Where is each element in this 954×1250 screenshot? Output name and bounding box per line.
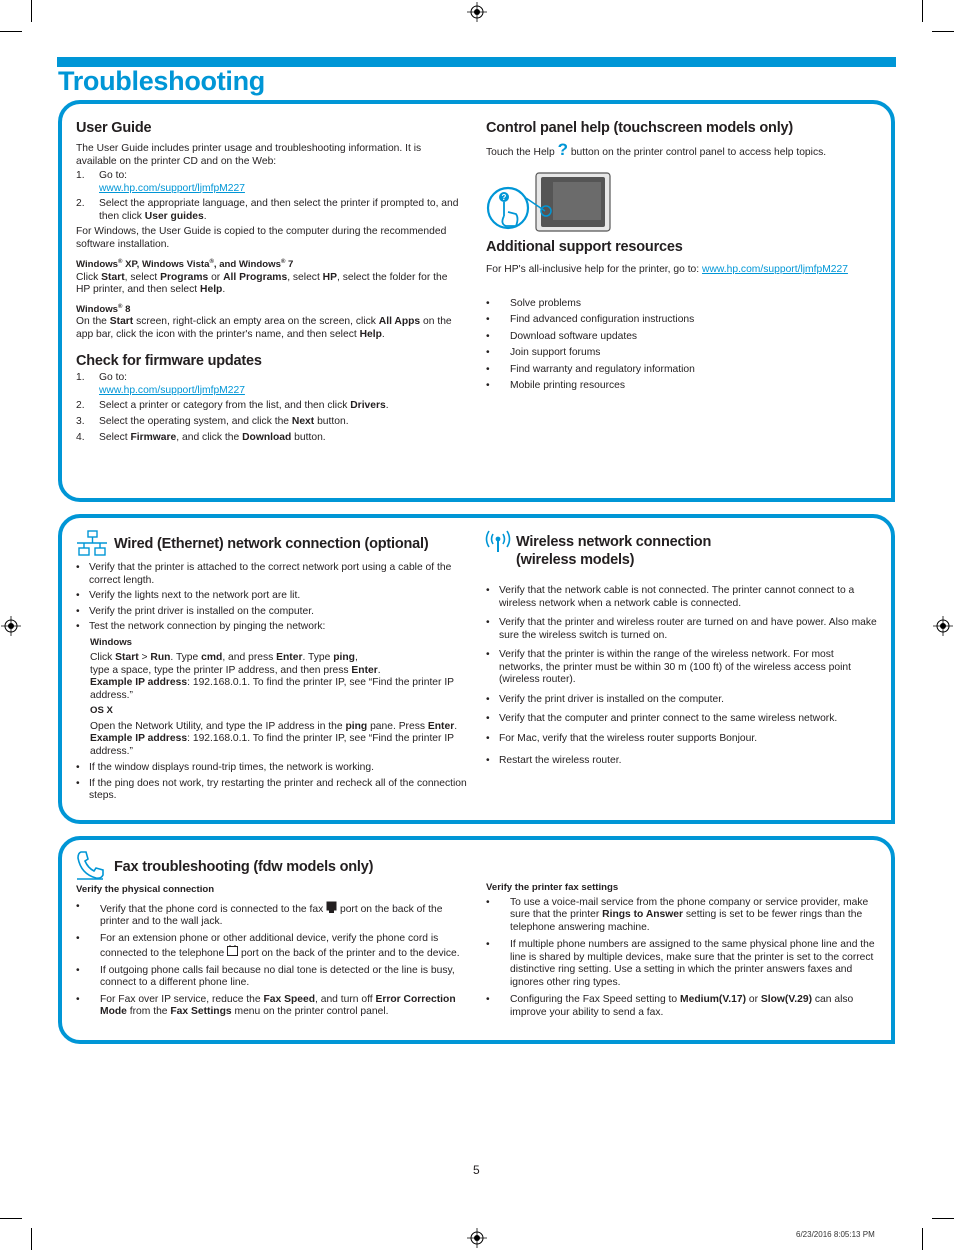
svg-text:?: ? xyxy=(501,193,507,202)
list-item xyxy=(76,400,464,413)
user-guide-intro: The User Guide includes printer usage and troubleshooting information. It is available on the printer CD and on the Web: xyxy=(76,143,422,167)
registered-mark: ® xyxy=(118,303,123,310)
step-text: , and click the xyxy=(176,432,243,443)
text: Enter xyxy=(276,652,303,663)
trim-mark xyxy=(0,31,22,32)
bullet: • xyxy=(486,380,490,391)
item-text: Verify that the network cable is not connected. The printer cannot connect to a wireless network when a network cable is connected. xyxy=(499,585,855,609)
fax-settings-section xyxy=(486,882,878,1019)
list-item xyxy=(76,606,468,619)
text: Click xyxy=(90,652,116,663)
bullet: • xyxy=(486,649,490,660)
step-text: Go to: xyxy=(99,170,128,181)
user-guide-heading: User Guide xyxy=(76,120,152,136)
bullet: • xyxy=(76,932,80,944)
list-item xyxy=(486,897,878,935)
list-item xyxy=(486,314,881,327)
list-item xyxy=(486,694,878,707)
list-item xyxy=(486,755,878,768)
text: Enter xyxy=(351,664,378,676)
text: Programs xyxy=(160,271,209,283)
text: ping xyxy=(345,720,368,732)
windows-note: For Windows, the User Guide is copied to the computer during the recommended software installation. xyxy=(76,226,447,250)
trim-mark xyxy=(922,1228,923,1250)
item-text: Find warranty and regulatory information xyxy=(510,363,695,375)
step-text: Next xyxy=(291,415,315,427)
bullet: • xyxy=(76,621,80,632)
heading-text: 8 xyxy=(122,303,131,315)
item-text: Solve problems xyxy=(510,297,581,309)
trim-mark xyxy=(31,1228,32,1250)
text: Open the Network Utility, and type the IP address in the xyxy=(90,720,346,732)
support-heading: Additional support resources xyxy=(486,239,683,255)
list-item xyxy=(486,364,881,377)
trim-mark xyxy=(922,0,923,22)
item-text: If the window displays round-trip times, the network is working. xyxy=(89,762,374,773)
list-item xyxy=(76,562,468,587)
page-title: Troubleshooting xyxy=(58,66,265,96)
control-panel-text xyxy=(486,140,881,160)
osx-subheading: OS X xyxy=(90,705,113,716)
trim-mark xyxy=(31,0,32,22)
step-text: Select the appropriate language, and then select the printer if prompted to, and then click xyxy=(99,198,459,222)
heading-text: Windows xyxy=(76,303,119,315)
item-text: If multiple phone numbers are assigned to the same physical phone line and the line is shared by multiple devices, make sure that the printer is set to the correct distinctive ring setting. Use a setting in which the printer answers faxes and ignores other ring types. xyxy=(510,939,875,988)
registration-mark-icon xyxy=(467,2,487,22)
step-text: . xyxy=(203,210,207,222)
text: cmd xyxy=(201,652,223,663)
item-text: Fax Speed xyxy=(263,993,315,1005)
bullet: • xyxy=(76,993,80,1005)
text: . Type xyxy=(302,652,334,663)
text: . Type xyxy=(170,652,202,663)
list-item xyxy=(486,347,881,360)
heading-text: 7 xyxy=(285,259,294,270)
bullet: • xyxy=(76,964,80,976)
step-number: 2. xyxy=(76,198,85,209)
item-text: Error Correction Mode xyxy=(100,993,456,1017)
item-text: Find advanced configuration instructions xyxy=(510,314,695,325)
item-text: If the ping does not work, try restarting the printer and recheck all of the connection steps. xyxy=(89,777,467,801)
firmware-heading: Check for firmware updates xyxy=(76,353,262,369)
control-panel-illustration-icon xyxy=(486,172,612,234)
fax-heading-wrap xyxy=(114,858,474,876)
text: button on the printer control panel to access help topics. xyxy=(567,147,827,158)
item-text: For an extension phone or other additional device, verify the phone cord is connected to the telephone xyxy=(100,932,439,959)
bullet: • xyxy=(486,732,490,744)
list-item xyxy=(76,778,468,803)
bullet: • xyxy=(486,713,490,724)
bullet: • xyxy=(76,562,80,573)
text: Run xyxy=(150,652,171,663)
step-text: . xyxy=(385,400,389,411)
text: Help xyxy=(359,328,382,340)
step-text: button. xyxy=(291,432,326,443)
text: Start xyxy=(101,271,125,283)
fax-settings-heading: Verify the printer fax settings xyxy=(486,882,619,893)
text: Example IP address xyxy=(90,733,188,744)
text: . xyxy=(222,284,226,295)
step-number: 1. xyxy=(76,170,85,181)
step-text: Go to: xyxy=(99,372,128,383)
item-text: Verify that the printer is attached to the correct network port using a cable of the correct length. xyxy=(89,562,452,586)
wireless-heading-wrap xyxy=(516,533,876,569)
text: or xyxy=(208,271,224,283)
list-item xyxy=(76,901,468,929)
text: pane. Press xyxy=(367,720,428,732)
item-text: Fax Settings xyxy=(170,1006,232,1017)
step-text: Drivers xyxy=(350,400,386,411)
text: On the xyxy=(76,316,110,327)
windows-ping-text xyxy=(90,652,468,702)
item-text: Verify that the phone cord is connected to the fax xyxy=(100,903,327,915)
item-text: Mobile printing resources xyxy=(510,380,626,391)
control-panel-section xyxy=(486,119,881,160)
bullet: • xyxy=(486,994,490,1005)
trim-mark xyxy=(0,1218,22,1219)
item-text: Verify that the printer and wireless router are turned on and have power. Also make sure the wireless switch is turned on. xyxy=(499,617,877,641)
wireless-icon xyxy=(484,530,512,554)
list-item xyxy=(76,994,468,1019)
step-text: Firmware xyxy=(130,432,177,443)
text: Start xyxy=(115,652,139,663)
fax-heading: Fax troubleshooting (fdw models only) xyxy=(114,859,374,875)
fax-physical-section xyxy=(76,884,468,1019)
list-item xyxy=(76,170,464,195)
list-item xyxy=(76,933,468,961)
text: , and press xyxy=(222,652,277,663)
text: , select xyxy=(124,271,161,283)
item-text: menu on the printer control panel. xyxy=(231,1006,389,1017)
bullet: • xyxy=(486,347,490,358)
list-item xyxy=(76,621,468,634)
text: Example IP address xyxy=(90,677,188,688)
item-text: Verify the print driver is installed on the computer. xyxy=(499,693,724,705)
page-number: 5 xyxy=(473,1163,480,1177)
firmware-section xyxy=(76,352,464,445)
text: . xyxy=(381,328,385,340)
text: Enter xyxy=(427,720,455,732)
step-text: Select a printer or category from the list, and then click xyxy=(99,400,351,411)
step-text: Select xyxy=(99,432,131,443)
bullet: • xyxy=(76,777,80,789)
fax-physical-heading: Verify the physical connection xyxy=(76,884,215,895)
item-text: setting is set to be fewer rings than the telephone answering machine. xyxy=(510,909,863,933)
item-text: Verify the lights next to the network port are lit. xyxy=(89,590,301,601)
bullet: • xyxy=(76,590,80,601)
registered-mark: ® xyxy=(280,258,286,265)
print-timestamp: 6/23/2016 8:05:13 PM xyxy=(796,1230,875,1239)
wired-heading-wrap xyxy=(114,535,474,553)
registered-mark: ® xyxy=(209,258,214,265)
heading-line: Wireless network connection xyxy=(516,534,712,550)
list-item xyxy=(486,585,878,610)
fax-phone-icon xyxy=(76,850,104,880)
text: > xyxy=(138,652,151,663)
list-item xyxy=(76,432,464,445)
text: : 192.168.0.1. To find the printer IP, see “Find the printer IP address.” xyxy=(90,733,454,757)
item-text: or xyxy=(746,994,761,1005)
win8-text xyxy=(76,316,464,341)
item-text: Restart the wireless router. xyxy=(499,755,622,766)
list-item xyxy=(76,590,468,603)
step-text: Download xyxy=(242,432,292,443)
list-item xyxy=(486,298,881,311)
bullet: • xyxy=(76,605,80,617)
text: For HP's all-inclusive help for the printer, go to: xyxy=(486,264,703,275)
ping-instructions xyxy=(76,637,468,759)
support-section xyxy=(486,238,881,393)
item-text: Slow(V.29) xyxy=(760,994,813,1005)
item-text: To use a voice-mail service from the phone company or service provider, make sure that the printer xyxy=(510,896,869,920)
support-list xyxy=(486,298,881,393)
item-text: Configuring the Fax Speed setting to xyxy=(510,994,681,1005)
list-item xyxy=(486,713,878,726)
list-item xyxy=(486,939,878,989)
list-item xyxy=(486,380,881,393)
list-item xyxy=(486,994,878,1019)
list-item xyxy=(486,733,878,746)
fax-port-icon xyxy=(326,901,337,913)
win7-heading xyxy=(76,259,464,272)
item-text: Rings to Answer xyxy=(602,909,684,920)
text: , select the folder for the HP printer, and then select xyxy=(76,271,448,295)
bullet: • xyxy=(486,363,490,375)
item-text: For Mac, verify that the wireless router supports Bonjour. xyxy=(499,732,758,744)
text: . xyxy=(454,720,458,732)
heading-text: Windows xyxy=(76,259,119,270)
item-text: , and turn off xyxy=(315,993,376,1005)
support-intro xyxy=(486,264,881,277)
list-item xyxy=(486,331,881,344)
text: All Apps xyxy=(378,316,421,327)
telephone-port-icon xyxy=(227,945,238,957)
text: Help xyxy=(200,284,223,295)
bullet: • xyxy=(486,617,490,628)
bullet: • xyxy=(486,297,490,309)
item-text: Verify that the printer is within the range of the wireless network. For most networks, the printer must be within 30 m (100 ft) of the wireless access point (wireless router). xyxy=(499,649,851,685)
item-text: can also improve your ability to send a fax. xyxy=(510,994,854,1018)
bullet: • xyxy=(486,314,490,325)
list-item xyxy=(486,617,878,642)
control-panel-heading: Control panel help (touchscreen models only) xyxy=(486,120,794,136)
item-text: Download software updates xyxy=(510,330,638,342)
step-number: 3. xyxy=(76,415,85,427)
trim-mark xyxy=(932,1218,954,1219)
windows-subheading: Windows xyxy=(90,636,133,648)
registration-mark-icon xyxy=(933,616,953,636)
win8-heading xyxy=(76,304,464,317)
bullet: • xyxy=(486,330,490,342)
osx-ping-text xyxy=(90,721,468,759)
support-link[interactable]: www.hp.com/support/ljmfpM227 xyxy=(99,182,245,194)
list-item xyxy=(76,416,464,429)
text: All Programs xyxy=(223,271,288,283)
step-text: button. xyxy=(314,415,349,427)
item-text: Verify the print driver is installed on the computer. xyxy=(89,605,314,617)
item-text: Join support forums xyxy=(510,347,601,358)
support-link[interactable]: www.hp.com/support/ljmfpM227 xyxy=(99,384,245,396)
text: type a space, type the printer IP address, and then press xyxy=(90,664,352,676)
bullet: • xyxy=(76,900,80,912)
registration-mark-icon xyxy=(467,1228,487,1248)
text: on the app bar, click the icon with the printer's name, and then select xyxy=(76,316,452,340)
step-number: 1. xyxy=(76,372,85,383)
wireless-list xyxy=(486,585,878,768)
item-text: port on the back of the printer and to the device. xyxy=(238,948,460,959)
bullet: • xyxy=(486,896,490,908)
item-text: port on the back of the printer and to the wall jack. xyxy=(100,903,443,927)
text: , select xyxy=(287,271,323,283)
ethernet-network-icon xyxy=(76,530,108,558)
text: . xyxy=(377,664,381,676)
trim-mark xyxy=(932,31,954,32)
item-text: For Fax over IP service, reduce the xyxy=(100,993,264,1005)
heading-text: XP, Windows Vista xyxy=(122,259,210,270)
text: Touch the Help xyxy=(486,147,558,158)
list-item xyxy=(76,762,468,775)
item-text: Medium(V.17) xyxy=(680,994,747,1005)
item-text: Test the network connection by pinging the network: xyxy=(89,621,326,632)
heading-text: , and Windows xyxy=(213,259,281,270)
support-link[interactable]: www.hp.com/support/ljmfpM227 xyxy=(702,264,848,275)
user-guide-section xyxy=(76,119,464,341)
text: : 192.168.0.1. To find the printer IP, see “Find the printer IP address.” xyxy=(90,677,454,701)
registered-mark: ® xyxy=(118,258,123,265)
wired-section xyxy=(76,562,468,803)
bullet: • xyxy=(486,693,490,705)
list-item xyxy=(76,372,464,397)
step-number: 4. xyxy=(76,432,85,443)
item-text: If outgoing phone calls fail because no dial tone is detected or the line is busy, connect to a different phone line. xyxy=(100,964,455,988)
item-text: Verify that the computer and printer connect to the same wireless network. xyxy=(499,713,838,724)
text: ping xyxy=(333,652,355,663)
text: , xyxy=(354,652,358,663)
text: screen, right-click an empty area on the screen, click xyxy=(133,316,379,327)
item-text: from the xyxy=(126,1006,171,1017)
list-item xyxy=(76,965,468,990)
wired-heading: Wired (Ethernet) network connection (optional) xyxy=(114,536,429,552)
text: Click xyxy=(76,271,102,283)
step-number: 2. xyxy=(76,400,85,411)
heading-line: (wireless models) xyxy=(516,552,635,568)
user-guides-label: User guides xyxy=(144,210,204,222)
text: HP xyxy=(322,271,337,283)
list-item xyxy=(486,649,878,687)
bullet: • xyxy=(486,585,490,596)
bullet: • xyxy=(76,762,80,773)
text: Start xyxy=(109,316,134,327)
win7-text xyxy=(76,272,464,297)
registration-mark-icon xyxy=(1,616,21,636)
bullet: • xyxy=(486,939,490,950)
help-icon: ? xyxy=(557,140,568,159)
wireless-heading xyxy=(516,533,876,569)
step-text: Select the operating system, and click the xyxy=(99,415,292,427)
bullet: • xyxy=(486,755,490,766)
list-item xyxy=(76,198,464,223)
